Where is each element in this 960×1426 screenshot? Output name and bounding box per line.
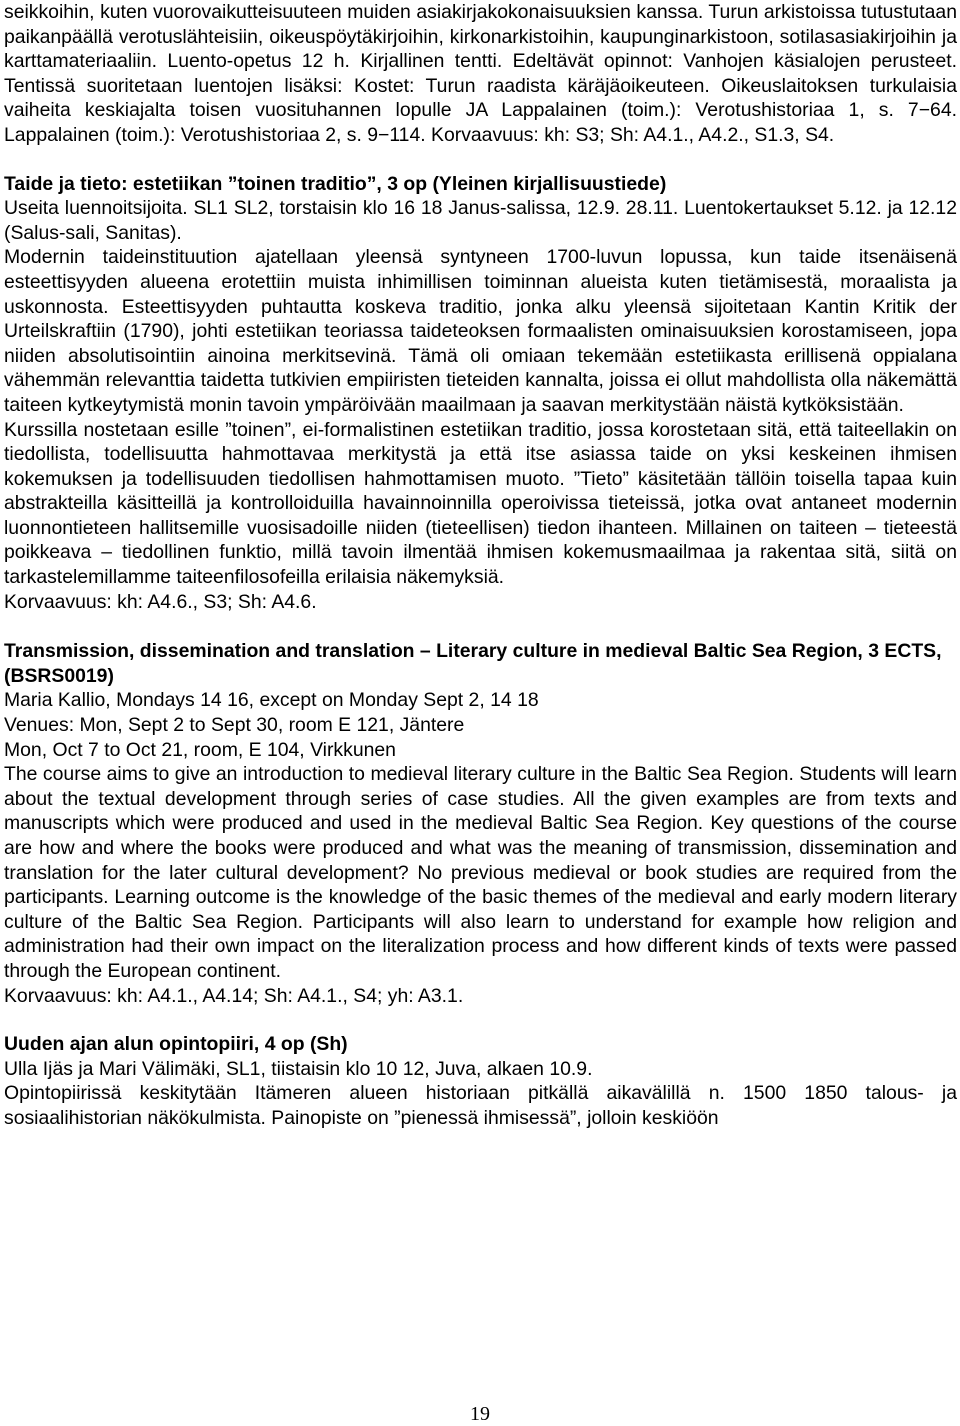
course-taide-info: Useita luennoitsijoita. SL1 SL2, torstaisin klo 16 18 Janus-salissa, 12.9. 28.11. Luentokertaukset 5.12. ja 12.12 (Salus-sali, Sanitas).: [4, 197, 957, 244]
course-taide-paragraph-1: Modernin taideinstituution ajatellaan yleensä syntyneen 1700-luvun lopussa, kun taide itsenäisenä esteettisyyden alueena erotettiin muista inhimillisen toiminnan alueista kuten tietämisestä, moraalista ja uskonnosta. Esteettisyyden puhtautta koskeva traditio, jonka alku yleensä sijoitetaan Kantin Kritik der Urteilskraftiin (1790), johti estetiikan teoriassa taideteoksen formaalisten ominaisuuksien korostamiseen, jopa niiden absolutisointiin ainoina merkitsevinä. Tämä oli omiaan tekemään estetiikasta erillisenä oppialana vähemmän relevanttia taidetta tutkivien empiiristen tieteiden kannalta, joissa ei ollut mahdollista olla näkemättä taiteen kytkeytymistä monin tavoin ympäröivään maailmaan ja saavan merkitystään näistä kytköksistään.: [4, 246, 957, 416]
spacer: [4, 148, 957, 172]
course-uuden-info: Ulla Ijäs ja Mari Välimäki, SL1, tiistaisin klo 10 12, Juva, alkaen 10.9.: [4, 1057, 593, 1080]
course-uuden-title: Uuden ajan alun opintopiiri, 4 op (Sh): [4, 1033, 348, 1056]
document-page: [4, 0, 957, 1131]
intro-section: [4, 0, 957, 148]
course-transmission-title: Transmission, dissemination and translation – Literary culture in medieval Baltic Sea Region, 3 ECTS, (BSRS0019): [4, 640, 942, 687]
course-transmission-paragraph: The course aims to give an introduction to medieval literary culture in the Baltic Sea Region. Students will learn about the textual development through series of case studies. All the given examples are from texts and manuscripts which were produced and used in the medieval Baltic Sea Region. Key questions of the course are how and where the books were produced and what was the meaning of transmission, dissemination and translation for the later cultural development? No previous medieval or book studies are required from the participants. Learning outcome is the knowledge of the basic themes of the medieval and early modern literary culture of the Baltic Sea Region. Participants will also learn to understand for example how religion and administration had their own impact on the literalization process and how different kinds of texts were passed through the European continent.: [4, 763, 957, 982]
intro-paragraph: seikkoihin, kuten vuorovaikutteisuuteen muiden asiakirjakokonaisuuksien kanssa. Turun arkistoissa tutustutaan paikanpäällä verotuslähteisiin, oikeuspöytäkirjoihin, kirkonarkistoihin, kaupunginarkistoon, sotilasasiakirjoihin ja karttamateriaaliin. Luento-opetus 12 h. Kirjallinen tentti. Edeltävät opinnot: Vanhojen käsialojen perusteet. Tentissä suoritetaan luentojen lisäksi: Kostet: Turun raadista käräjäoikeuteen. Oikeuslaitoksen turkulaisia vaiheita keskiajalta toisen vuosituhannen lopulle JA Lappalainen (toim.): Verotushistoriaa 1, s. 7−64. Lappalainen (toim.): Verotushistoriaa 2, s. 9−114. Korvaavuus: kh: S3; Sh: A4.1., A4.2., S1.3, S4.: [4, 1, 957, 146]
spacer: [4, 614, 957, 639]
course-taide-title: Taide ja tieto: estetiikan ”toinen traditio”, 3 op (Yleinen kirjallisuustiede): [4, 172, 667, 195]
course-transmission-venues: Venues: Mon, Sept 2 to Sept 30, room E 121, Jäntere: [4, 714, 465, 737]
page-number: 19: [470, 1403, 490, 1425]
course-transmission-korvaavuus: Korvaavuus: kh: A4.1., A4.14; Sh: A4.1., S4; yh: A3.1.: [4, 984, 464, 1007]
course-transmission-teacher: Maria Kallio, Mondays 14 16, except on Monday Sept 2, 14 18: [4, 689, 539, 712]
course-uuden-section: [4, 1032, 957, 1130]
course-transmission-section: [4, 639, 957, 1008]
course-uuden-paragraph: Opintopiirissä keskitytään Itämeren alueen historiaan pitkällä aikavälillä n. 1500 1850 talous- ja sosiaalihistorian näkökulmista. Painopiste on ”pienessä ihmisessä”, jolloin keskiöön: [4, 1082, 957, 1129]
course-taide-section: [4, 172, 957, 615]
course-transmission-venues-2: Mon, Oct 7 to Oct 21, room, E 104, Virkkunen: [4, 738, 396, 761]
course-taide-paragraph-2: Kurssilla nostetaan esille ”toinen”, ei-formalistinen estetiikan traditio, jossa korostetaan sitä, että taiteellakin on tiedollista, todellisuutta hahmottavaa merkitystä ja että itse asiassa taide on yksi keskeinen ihmisen kokemuksen ja todellisuuden tiedollisen hahmottamisen muoto. ”Tieto” käsitetään tällöin toisella tapaa kuin abstrakteilla käsitteillä ja kontrolloiduilla havainnoinnilla operoivissa tieteissä, jotka ovat antaneet modernin luonnontieteen hallitsemille vuosisadoille niiden (tieteellisen) tiedon ihanteen. Millainen on taiteen – tieteestä poikkeava – tiedollinen funktio, millä tavoin ilmentää ihmisen kokemusmaailmaa ja rakentaa sitä, siitä on tarkastelemillamme taiteenfilosofeilla erilaisia näkemyksiä.: [4, 418, 957, 589]
course-taide-korvaavuus: Korvaavuus: kh: A4.6., S3; Sh: A4.6.: [4, 590, 317, 613]
spacer: [4, 1008, 957, 1032]
